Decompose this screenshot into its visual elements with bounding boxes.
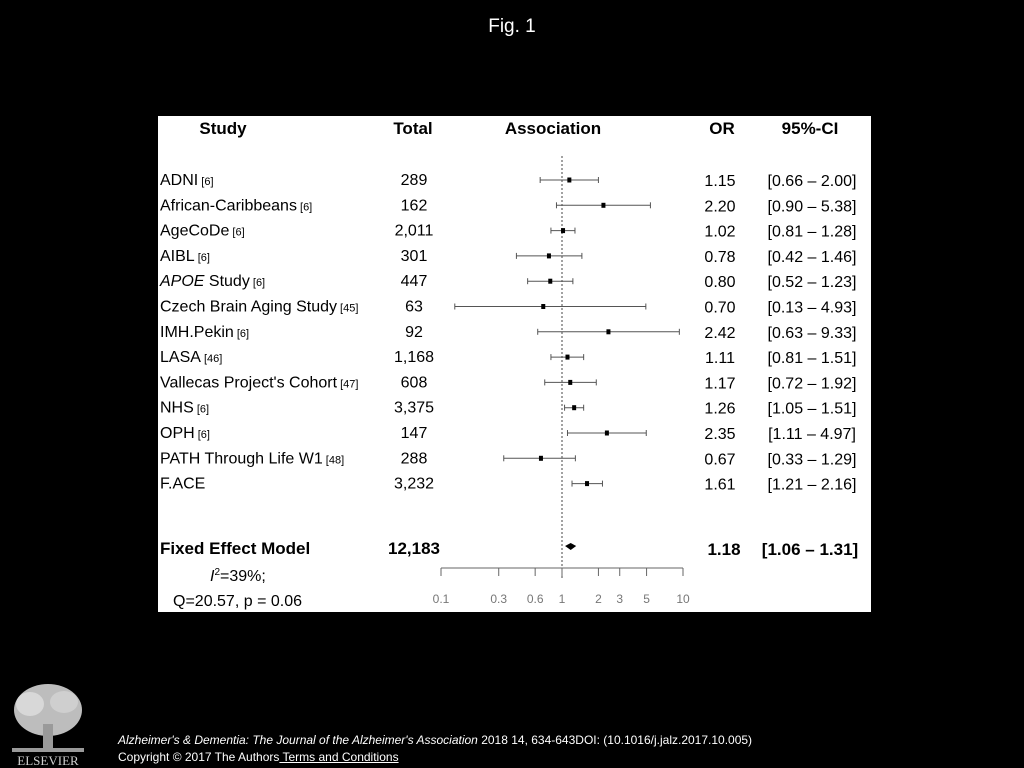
or-point	[539, 456, 543, 461]
header-total: Total	[393, 119, 433, 138]
study-or: 2.35	[704, 426, 736, 443]
figure-title: Fig. 1	[488, 16, 536, 37]
study-or: 1.02	[704, 223, 736, 241]
study-total: 162	[400, 197, 428, 215]
or-point	[601, 203, 605, 208]
header-ci: 95%-CI	[781, 119, 839, 138]
study-or: 1.15	[704, 173, 736, 190]
header-study: Study	[199, 119, 247, 138]
study-label: IMH.Pekin [6]	[160, 323, 250, 341]
pooled-total: 12,183	[388, 539, 440, 558]
study-label: NHS [6]	[160, 399, 210, 417]
or-point	[606, 329, 610, 334]
study-or: 0.70	[704, 299, 736, 317]
heterogeneity-i2: $I^2=39\%$;	[210, 567, 266, 585]
study-or: 0.80	[704, 274, 736, 292]
elsevier-wordmark: ELSEVIER	[17, 753, 79, 768]
x-tick-label: 0.3	[490, 592, 508, 606]
study-label: AgeCoDe [6]	[160, 222, 245, 240]
study-total: 288	[400, 450, 428, 468]
study-or: 0.67	[704, 451, 736, 469]
pooled-diamond	[565, 543, 576, 550]
or-point	[548, 279, 552, 284]
forest-plot-panel	[158, 116, 871, 612]
header-or: OR	[709, 119, 735, 138]
study-ci: [0.13 – 4.93]	[767, 299, 857, 317]
study-total: 3,375	[393, 399, 435, 417]
or-point	[561, 228, 565, 233]
journal-name: Alzheimer's & Dementia: The Journal of the Alzheimer's Association	[118, 733, 478, 747]
study-or: 1.11	[705, 350, 735, 368]
copyright-line	[118, 749, 752, 766]
study-label: OPH [6]	[160, 425, 210, 442]
pooled-or: 1.18	[707, 540, 741, 559]
pooled-label: Fixed Effect Model	[160, 539, 311, 558]
study-ci: [0.81 – 1.51]	[767, 350, 857, 368]
study-ci: [0.81 – 1.28]	[767, 223, 857, 241]
study-label: APOE Study [6]	[160, 273, 266, 291]
study-total: 3,232	[393, 475, 435, 493]
study-ci: [0.63 – 9.33]	[767, 324, 857, 342]
elsevier-tree-icon	[8, 680, 88, 768]
or-point	[565, 355, 569, 360]
forest-plot	[158, 116, 871, 612]
study-ci: [0.90 – 5.38]	[767, 198, 857, 216]
or-point	[541, 304, 545, 309]
study-total: 289	[400, 172, 428, 189]
study-ci: [0.66 – 2.00]	[767, 173, 857, 190]
study-total: 92	[405, 323, 423, 341]
or-point	[568, 380, 572, 385]
study-total: 447	[400, 273, 428, 291]
x-tick-label: 1	[558, 592, 566, 606]
terms-link[interactable]: Terms and Conditions	[279, 750, 399, 764]
study-ci: [0.52 – 1.23]	[767, 274, 857, 292]
study-total: 147	[400, 425, 428, 442]
pooled-ci: [1.06 – 1.31]	[761, 540, 859, 559]
heterogeneity-q: Q=20.57, p = 0.06	[173, 593, 302, 610]
study-or: 1.26	[704, 400, 736, 418]
study-label: Vallecas Project's Cohort [47]	[160, 374, 359, 392]
x-tick-label: 5	[643, 592, 650, 606]
study-total: 608	[400, 374, 428, 392]
study-label: Czech Brain Aging Study [45]	[160, 298, 359, 316]
x-tick-label: 0.1	[432, 592, 450, 606]
x-tick-label: 3	[616, 592, 624, 606]
study-total: 2,011	[394, 222, 434, 240]
study-total: 1,168	[393, 349, 435, 367]
study-or: 2.20	[704, 198, 736, 216]
study-ci: [1.11 – 4.97]	[768, 426, 856, 443]
study-label: LASA [46]	[160, 349, 223, 367]
or-point	[585, 481, 589, 486]
study-total: 63	[405, 298, 423, 316]
study-or: 0.78	[704, 248, 736, 266]
study-ci: [0.33 – 1.29]	[767, 451, 857, 469]
study-total: 301	[400, 247, 428, 265]
x-tick-label: 10	[676, 592, 690, 606]
citation-line	[118, 732, 752, 749]
study-label: ADNI [6]	[160, 172, 214, 189]
copyright-text: Copyright © 2017 The Authors	[118, 750, 280, 764]
x-tick-label: 2	[595, 592, 602, 606]
study-ci: [1.05 – 1.51]	[767, 400, 857, 418]
study-label: AIBL [6]	[160, 247, 210, 265]
study-or: 2.42	[704, 324, 736, 342]
or-point	[547, 253, 551, 258]
study-label: F.ACE	[160, 475, 206, 493]
study-label: PATH Through Life W1 [48]	[160, 450, 345, 468]
study-ci: [0.42 – 1.46]	[767, 248, 857, 266]
study-ci: [1.21 – 2.16]	[767, 476, 857, 494]
x-tick-label: 0.6	[526, 592, 544, 606]
or-point	[605, 431, 609, 436]
citation-footer	[118, 732, 752, 766]
study-label: African-Caribbeans [6]	[160, 197, 313, 215]
or-point	[572, 405, 576, 410]
or-point	[567, 178, 571, 183]
study-or: 1.61	[704, 476, 736, 494]
citation-details: 2018 14, 634-643DOI: (10.1016/j.jalz.2017.10.005)	[477, 733, 753, 747]
header-association: Association	[504, 119, 602, 138]
study-ci: [0.72 – 1.92]	[767, 375, 857, 393]
study-or: 1.17	[704, 375, 736, 393]
